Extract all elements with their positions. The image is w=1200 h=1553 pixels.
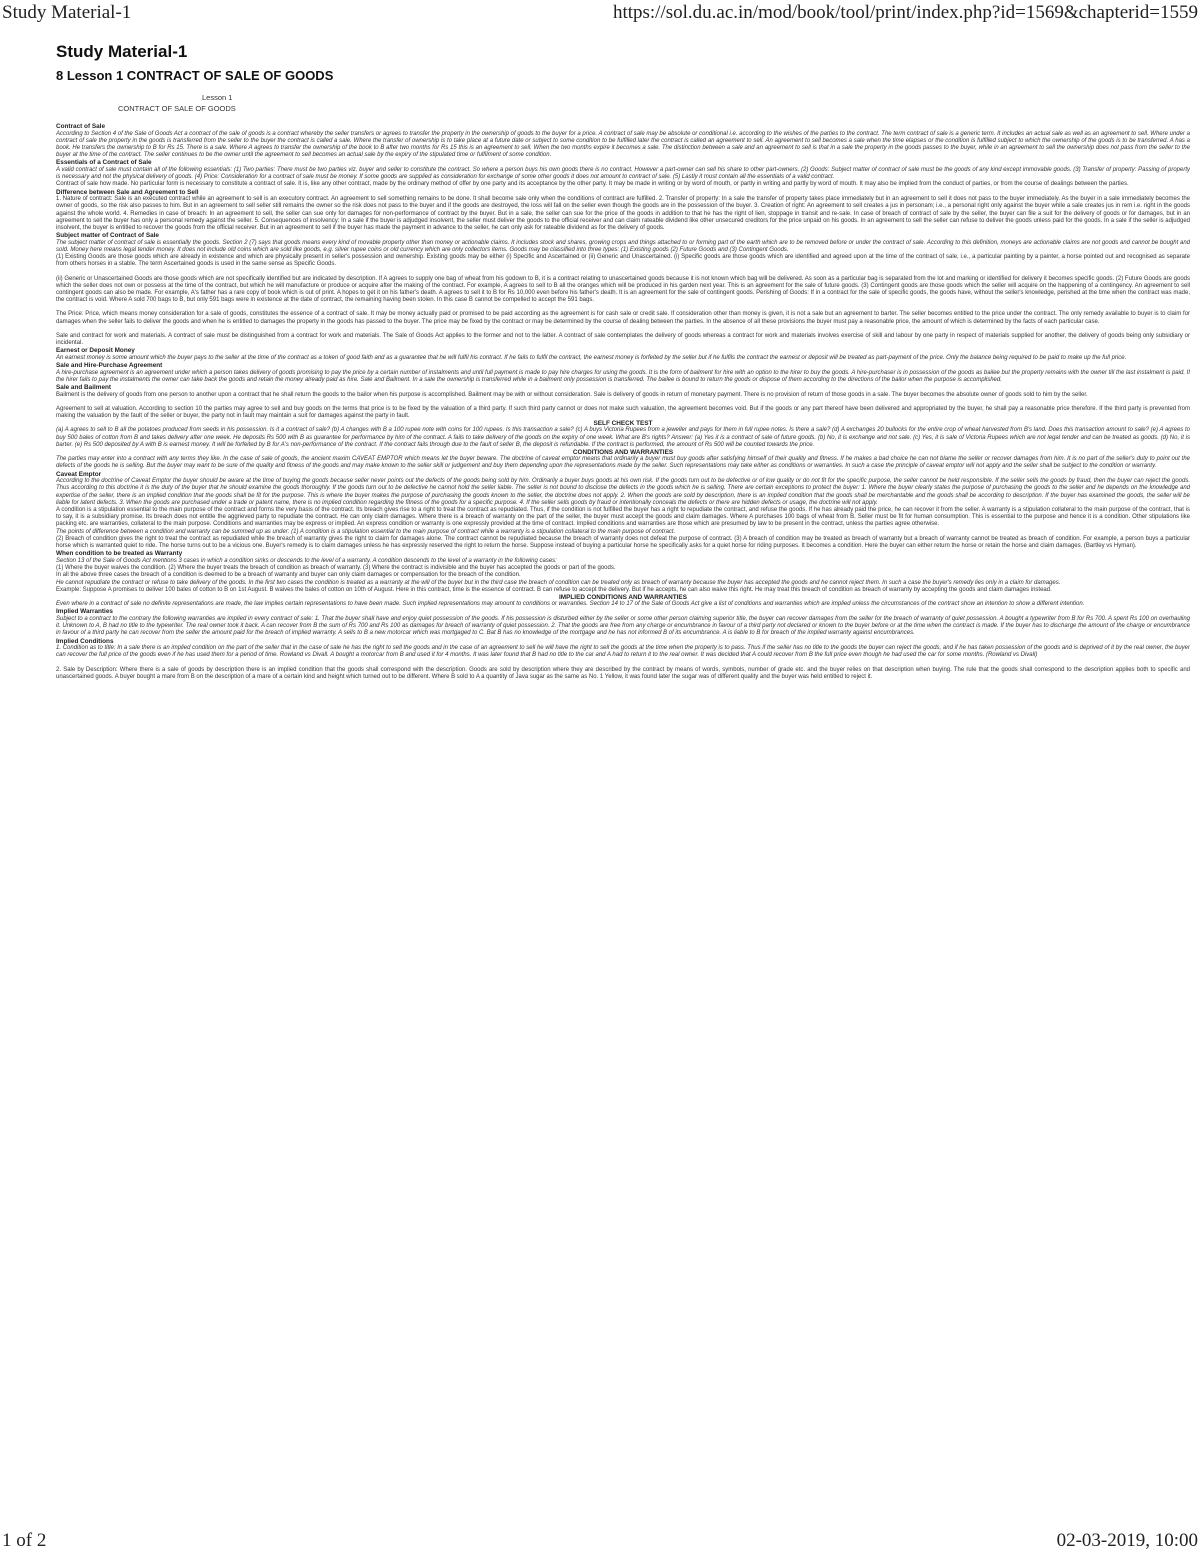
paragraph: The Price: Price, which means money consideration for a sale of goods, constitutes the essence of a contract of sale. It may be money actually paid or promised to be paid according as the agreement is for cash sale or credit sale. If consideration other than money is given, it is not a sale but an agreement to barter. The seller becomes entitled to the price under the contract. The only remedy available to buyer is to claim for damages when the seller fails to deliver the goods and when he is entitled to damages the property in the goods has passed to the buyer. The price may be fixed by the contract or may be determined by the course of dealing between the parties. In the absence of all these provisions the buyer must pay a reasonable price, the amount of which is determined by the facts of each particular case. — [56, 311, 1190, 325]
paragraph: In all the above three cases the breach of a condition is deemed to be a breach of warranty and buyer can only claim damages or compensation for the breach of the condition. — [56, 572, 521, 579]
section-heading: When condition to be treated as Warranty — [56, 550, 183, 558]
paragraph: Sale and contract for work and materials. A contract of sale must be distinguished from a contract for work and materials. The Sale of Goods Act applies to the former and not to the latter. A contract of sale contemplates the delivery of goods whereas a contract for work and materials involves exercise of skill and labour by one party in respect of materials supplied for another, the delivery of goods being only subsidiary or incidental. — [56, 332, 1190, 347]
print-footer — [0, 1528, 1200, 1553]
paragraph: 2. Sale by Description: Where there is a sale of goods by description there is an implied condition that the goods shall correspond with the description. Goods are sold by description where they are described by the contract by means of words, symbols, number of grade etc. and the buyer relies on that description when buying. The rule that the goods shall correspond to the description applies both to specific and unascertained goods. A buyer bought a mare from B on the description of a mare of a certain kind and height which turned out to be different. Where B sold to A a quantity of Java sugar as the same as No. 1 Yellow, it was found later the sugar was of different quality and the buyer was held entitled to reject it. — [56, 666, 1190, 680]
section-heading: Sale and Hire-Purchase Agreement — [56, 362, 163, 370]
paragraph-gap — [56, 326, 1190, 333]
section-heading: Caveat Emptor — [56, 470, 102, 478]
paragraph: The parties may enter into a contract with any terms they like. In the case of sale of goods, the ancient maxim CAVEAT EMPTOR which means let the buyer beware. The doctrine of caveat emptor means that ordinarily a buyer must buy goods after satisfying himself of their quality and fitness. If he makes a bad choice he can not blame the seller or recover damages from him. It is no part of the seller's duty to point out the defects of the goods he is selling. But the buyer may want to be sure of the quality and fitness of the goods and may make known to the seller skill or judgement and buy them depending upon the representations made by the seller. Such representations may take either as conditions or warranties. In such a case the principle of caveat emptor will not apply and the seller shall be subject to the condition or warranty. — [56, 456, 1190, 470]
paragraph: The points of difference between a condition and warranty can be summed up as under: (1) A condition is a stipulation essential to the main purpose of contract while a warranty is a stipulation collateral to the main purpose of contract. — [56, 528, 676, 535]
paragraph: (2) Breach of condition gives the right to treat the contract as repudiated while the breach of warranty gives the right to claim for damages alone. The contract cannot be repudiated because the breach of warranty does not defeat the purpose of contract. (3) A breach of condition may be treated as breach of warranty but a breach of warranty cannot be treated as breach of condition. For example, a person buys a particular horse which is warranted quiet to ride. The horse turns out to be a vicious one. Buyer's remedy is to claim damages unless he has expressly reserved the right to return the horse. Suppose instead of buying a particular horse he specifically asks for a quiet horse for riding purposes. It becomes a condition. Here the buyer can either return the horse or retain the horse and claim damages. (Bartley vs Hyman). — [56, 535, 1190, 550]
paragraph: A condition is a stipulation essential to the main purpose of the contract and forms the very basis of the contract. Its breach gives rise to a right to treat the contract as repudiated. Thus, if the condition is not fulfilled the buyer has a right to repudiate the contract, and refuse the goods. If he has already paid the price, he can recover it from the seller. A warranty is a stipulation collateral to the main purpose of the contract, that is to say, it is a subsidiary promise. Its breach does not entitle the aggrieved party to repudiate the contract. He can only claim damages. Where there is a breach of warranty on the part of the seller, the buyer must accept the goods and claim damages. Where A purchases 100 bags of wheat from B. Seller must be fit for human consumption. This is essential to the purpose and hence it is a condition. Other stipulations like packing etc. are warranties, collateral to the main purpose. Conditions and warranties may be express or implied. An express condition or warranty is one expressly provided at the time of contract. Implied conditions and warranties are those which are presumed by law to be present in the contract, unless the parties agree otherwise. — [56, 507, 1190, 528]
paragraph: According to the doctrine of Caveat Emptor the buyer should be aware at the time of buying the goods because seller never points out the defects of the goods being sold by him. Ordinarily a buyer buys goods at his own risk. If the goods turn out to be defective or of low quality or do not fit for the specific purpose, the seller cannot be held responsible. If the seller sells the goods by fraud, then the buyer can reject the goods. Thus according to this doctrine it is the duty of the buyer that he should examine the goods thoroughly. If the goods turn out to be defective he cannot hold the seller liable. The seller is not bound to disclose the defects in the goods which he is selling. There are certain exceptions to protect the buyer: 1. Where the buyer clearly states the purpose of purchasing the goods to the seller and he depends on the knowledge and expertise of the seller, there is an implied condition that the goods shall be fit for the purpose. This is where the buyer makes the purpose of purchasing the goods known to the seller, the doctrine does not apply. 2. When the goods are sold by description, there is an implied condition that the goods shall be merchantable and the goods shall be according to description. If the buyer has examined the goods, the seller will be liable for latent defects. 3. When the goods are purchased under a trade or patent name, there is no implied condition regarding the fitness of the goods for a specific purpose. 4. If the seller sells goods by fraud or intentionally conceals the defects or there are hidden defects or usage, the doctrine will not apply. — [56, 478, 1190, 506]
section-heading: Sale and Bailment — [56, 384, 112, 392]
paragraph: Contract of sale how made. No particular form is necessary to constitute a contract of sale. It is, like any other contract, made by the ordinary method of offer by one party and its acceptance by the other party. It may be made in writing or by word of mouth, or partly in writing and partly by word of mouth. It may also be implied from the conduct of parties, or from the course of dealings between the parties. — [56, 181, 1129, 188]
paragraph: 1. Nature of contract: Sale is an executed contract while an agreement to sell is an executory contract. An agreement to sell something remains to be done. It shall become sale only when the conditions of contract are fulfilled. 2. Transfer of property: In a sale the transfer of property takes place immediately but in an agreement to sell it does not pass to the buyer immediately. As the buyer in a sale immediately becomes the owner of goods, so the risk also passes to him. But in an agreement to sell seller still remains the owner so the risk does not pass to the buyer and if the goods are destroyed, the loss will fall on the seller even though the goods are in the possession of the buyer. 3. Creation of right: An agreement to sell creates a jus in personam; i.e., a personal right only against the buyer while a sale creates jus in rem i.e. right in the goods against the whole world. 4. Remedies in case of breach: In an agreement to sell, the seller can sue only for damages for non-performance of contract by the buyer. But in a sale, the seller can sue for the price of the goods in addition to that he has the right of lien, stoppage in transit and re-sale. In case of breach of contract of sale by the seller, the buyer can file a suit for the delivery of goods or for damages, but in an agreement to sell the buyer has only a personal remedy against the seller. 5. Consequences of insolvency: In a sale if the buyer is adjudged insolvent, the seller must deliver the goods to the official receiver and can claim rateable dividend like other unsecured creditors for the price unpaid on his goods. In an agreement to sell the seller can refuse to deliver the goods unless paid for the goods. In a sale if the seller is adjudged insolvent, the buyer is entitled to recover the goods from the official receiver. But in an agreement to sell if the buyer has made the payment in advance to the seller, he can only ask for rateable dividend as for the delivery of goods. — [56, 196, 1190, 232]
paragraph-gap — [56, 399, 1190, 406]
centered-heading: IMPLIED CONDITIONS AND WARRANTIES — [559, 593, 687, 601]
section-heading: Earnest or Deposit Money — [56, 347, 135, 355]
lesson-body — [56, 123, 1190, 681]
book-title: Study Material-1 — [56, 42, 188, 61]
paragraph: A valid contract of sale must contain all of the following essentials: (1) Two parties: There must be two parties viz. buyer and seller to constitute the contract. So where a person buys his own goods there is no contract. However a part-owner can sell his share to other part-owners. (2) Goods: Subject matter of contract of sale must be the goods of any kind except immovable goods. (3) Transfer of property: Passing of property is necessary and not the physical delivery of goods. (4) Price: Consideration for a contract of sale must be money. If some goods are supplied as consideration for exchange of some other goods it does not amount to contract of sale. (5) Lastly it must contain all the essentials of a valid contract. — [56, 167, 1190, 181]
page-counter: 1 of 2 — [2, 1530, 47, 1551]
section-heading: Essentials of a Contract of Sale — [56, 159, 152, 167]
paragraph: 1. Condition as to title: In a sale there is an implied condition on the part of the seller that in the case of sale he has the right to sell the goods and in the case of an agreement to sell he will have the right to sell the goods at the time when the property is to pass. Thus if the seller has no title to the goods the buyer can reject the goods, and if he has taken possession of the goods and is deprived of it by the real owner, the buyer can recover the full price of the goods even if he has used them for a period of time. Rowland vs Divall. A bought a motorcar from B and used it for 4 months. It was later found that B had no title to the car and A had to return it to the real owner. It was decided that A could recover from B the full price even though he had used the car for some months. (Rowland vs Divall) — [56, 645, 1190, 659]
paragraph: (ii) Generic or Unascertained Goods are those goods which are not specifically identified but are indicated by description. If A agrees to supply one bag of wheat from his godown to B, it is a contract relating to unascertained goods because it is not known which bag will be delivered. As soon as a particular bag is separated from the lot and marking or identified for delivery it becomes specific goods. (2) Future Goods are goods which the seller does not own or possess at the time of the contract, but which he will manufacture or produce or acquire after the making of the contract. For example, A agrees to sell to B all the oranges which will be produced in his garden next year. This is an agreement for the sale of future goods. (3) Contingent goods are those goods which the seller will acquire on the happening of a contingency. An agreement to sell contingent goods can also be made. For example, A's father has a rare copy of book which is out of print. A hopes to get it on his father's death. A agrees to sell it to B for Rs 10,000 even before his father's death. It is an agreement for the sale of contingent goods. Perishing of Goods: If in a contract for the sale of specific goods, the goods have, without the seller's knowledge, perished at the time when the contract was made, the contract is void. Where A sold 700 bags to B, but only 591 bags were in existence at the date of contract, the remaining having been stolen. In this case B cannot be compelled to accept the 591 bags. — [56, 275, 1190, 304]
paragraph: Section 13 of the Sale of Goods Act mentions 3 cases in which a condition sinks or descends to the level of a warranty. A condition descends to the level of a warranty in the following cases: — [56, 557, 557, 564]
section-heading: Implied Conditions — [56, 637, 114, 645]
paragraph: Agreement to sell at valuation. According to section 10 the parties may agree to sell and buy goods on the terms that price is to be fixed by the valuation of a third party. If such third party cannot or does not make such valuation, the agreement becomes void. But if the goods or any part thereof have been delivered and appropriated by the buyer, he shall pay a reasonable price therefore. If the third party is prevented from making the valuation by the fault of the seller or buyer, the party not in fault may maintain a suit for damages against the party in fault. — [56, 405, 1190, 420]
paragraph: (a) A agrees to sell to B all the potatoes produced from seeds in his possession. Is it a contract of sale? (b) A changes with B a 100 rupee note with coins for 100 rupees. Is this transaction a sale? (c) A buys Victoria Rupees from a jeweller and pays for them in full rupee notes. Is there a sale? (d) A exchanges 20 bullocks for the entire crop of wheat harvested from B's land. Does this transaction amount to sale? (e) A agrees to buy 500 bales of cotton from B and takes delivery after one week. He deposits Rs 500 with B as guarantee for performance by him of the contract. A fails to take delivery of the goods on the expiry of one week. What are B's rights? Answer: (a) Yes it is a contract of sale of future goods. (b) No, it is exchange and not sale. (c) Yes, it is sale of Victoria Rupees which are not legal tender and can be treated as goods. (d) No, it is barter. (e) Rs 500 deposited by A with B is earnest money. It will be forfeited by B for A's non-performance of the contract. If the contract fails through due to the fault of seller B, the deposit is refundable. If the contract is performed, the amount of Rs 500 will be counted towards the price. — [56, 427, 1190, 448]
paragraph-gap — [56, 660, 1190, 667]
paragraph: He cannot repudiate the contract or refuse to take delivery of the goods. In the first two cases the condition is treated as a warranty at the will of the buyer but in the third case the breach of condition can be treated only as breach of warranty because the buyer has accepted the goods and he cannot reject them. In such a case the buyer's remedy lies only in a claim for damages. — [56, 579, 1061, 586]
paragraph: Subject to a contract to the contrary the following warranties are implied in every contract of sale: 1. That the buyer shall have and enjoy quiet possession of the goods. If his possession is disturbed either by the seller or some other person claiming superior title, the buyer can recover damages from the seller for the breach of warranty of quiet possession. A bought a typewriter from B for Rs 700. A spent Rs 100 on overhauling it. Unknown to A, B had no title to the typewriter. The real owner took it back. A can recover from B the sum of Rs 700 and Rs 100 as damages for breach of warranty of quiet possession. 2. That the goods are free from any charge or encumbrance in favour of a third party not declared or known to the buyer before or at the time when the contract is made. If the buyer has to discharge the amount of the charge or encumbrance in favour of a third party he can recover from the seller the amount paid for the breach of implied warranty. A sells to B a new motorcar which was mortgaged to C. Bat B has no knowledge of the mortgage and he has not informed B of its encumbrance. A is liable to B for breach of the implied warranty against encumbrances. — [56, 615, 1190, 637]
print-header — [0, 0, 1200, 26]
paragraph: Even where in a contract of sale no definite representations are made, the law implies certain representations to have been made. Such implied representations may amount to conditions or warranties. Section 14 to 17 of the Sale of Goods Act give a list of conditions and warranties which are implied unless the circumstances of the contract show an intention to show a different intention. — [56, 601, 1085, 608]
paragraph-gap — [56, 304, 1190, 311]
paragraph: (1) Existing Goods are those goods which are already in existence and which are physically present in seller's possession and ownership. Existing goods may be either (i) Specific and Ascertained or (ii) Generic and Unascertained. (i) Specific goods are those goods which are identified and agreed upon at the time of the contract of sale, i.e., a particular painting by a painter, a horse pointed out and recognised as separate from others horses in a stable. The term Ascertained goods is used in the same sense as Specific Goods. — [56, 254, 1190, 268]
section-heading: Contract of Sale — [56, 123, 106, 130]
paragraph-gap — [56, 269, 1190, 276]
lesson-subtitle: CONTRACT OF SALE OF GOODS — [118, 104, 236, 113]
section-heading: Difference between Sale and Agreement to Sell — [56, 188, 199, 196]
paragraph: The subject matter of contract of sale is essentially the goods. Section 2 (7) says that goods means every kind of movable property other than money or actionable claims. It includes stock and shares, growing crops and things attached to or forming part of the earth which are to be removed before or under the contract of sale. According to this definition, moneys are actionable claims are not goods and cannot be bought and sold. Money here means legal tender money. It does not include old coins which are sold like goods, e.g. silver rupee coins or old currency which are only collectors items. Goods may be classified into three types: (1) Existing goods (2) Future Goods and (3) Contingent Goods. — [56, 239, 1190, 254]
lesson-heading: Lesson 1 — [202, 93, 233, 102]
section-heading: Subject matter of Contract of Sale — [56, 232, 159, 240]
centered-heading: SELF CHECK TEST — [593, 420, 653, 428]
chapter-title: 8 Lesson 1 CONTRACT OF SALE OF GOODS — [56, 68, 334, 83]
centered-heading: CONDITIONS AND WARRANTIES — [572, 449, 674, 457]
print-timestamp: 02-03-2019, 10:00 — [1056, 1530, 1198, 1551]
paragraph: According to Section 4 of the Sale of Goods Act a contract of the sale of goods is a contract whereby the seller transfers or agrees to transfer the property in the ownership of goods to the buyer for a price. A contract of sale may be absolute or conditional i.e. according to the wishes of the parties to the contract. The term contract of sale is a generic term. It includes an actual sale as well as an agreement to sell. Where under a contract of sale the property in the goods is transferred from the seller to the buyer the contract is called a sale. Where the transfer of ownership is to take place at a future date or subject to some condition to be fulfilled later the contract is called an agreement to sell. An agreement to sell becomes a sale when the time elapses or the condition is fulfilled subject to which the ownership of the goods is to be transferred. A has a book. He transfers the ownership to B for Rs 15. There is a sale. Where A agrees to transfer the ownership of the book to B after two months for Rs 15 this is an agreement to sell. When the two months expire it becomes a sale. The distinction between a sale and an agreement to sell is that in a sale the property in the goods passes to the buyer, while in an agreement to sell the ownership does not pass from the seller to the buyer at the time of the contract. The seller continues to be the owner until the agreement to sell becomes an actual sale by the expiry of the stipulated time or fulfilment of some condition. — [56, 130, 1190, 159]
paragraph: Example: Suppose A promises to deliver 100 bales of cotton to B on 1st August. B waives the bales of cotton on 10th of August. Here in this contract, time is the essence of contract. B can refuse to accept the delivery. But if he accepts, he can also waive this right. He may treat this breach of condition as breach of warranty by accepting the goods and claim damages instead. — [56, 586, 1052, 593]
paragraph: An earnest money is some amount which the buyer pays to the seller at the time of the contract as a token of good faith and as a guarantee that he will fulfil his contract. If he fails to fulfil the contract, the earnest money is forfeited by the seller but if he fulfils the contract the earnest or deposit will be treated as part-payment of the price. Only the balance being required to be paid to make up the full price. — [56, 354, 1127, 361]
paragraph: (1) Where the buyer waives the condition. (2) Where the buyer treats the breach of condition as breach of warranty. (3) Where the contract is indivisible and the buyer has accepted the goods or part of the goods. — [56, 565, 616, 572]
print-header-title: Study Material-1 — [2, 2, 132, 23]
book-content — [56, 42, 1190, 1522]
section-heading: Implied Warranties — [56, 608, 113, 616]
paragraph: Bailment is the delivery of goods from one person to another upon a contract that he shall return the goods to the bailor when his purpose is accomplished. Bailment may be with or without consideration. Sale is delivery of goods in return of monetary payment. There is no provision of return of those goods in a sale. The buyer becomes the absolute owner of goods sold to him by the seller. — [56, 391, 1088, 398]
paragraph: A hire-purchase agreement is an agreement under which a person takes delivery of goods promising to pay the price by a certain number of instalments and until full payment is made to pay hire charges for using the goods. It is the form of bailment for hire with an option to the hirer to buy the goods. A hire-purchaser is in possession of the goods as bailee but the property remains with the owner till the last instalment is paid. If the hirer fails to pay the instalments the owner can take back the goods and retain the money already paid as hire. Sale and Bailment. In a sale the ownership is transferred while in a bailment only possession is transferred. The bailee is bound to return the goods or dispose of them according to the directions of the bailor when the purpose is accomplished. — [56, 369, 1190, 383]
print-header-url[interactable]: https://sol.du.ac.in/mod/book/tool/print/index.php?id=1569&chapterid=1559 — [612, 2, 1198, 23]
